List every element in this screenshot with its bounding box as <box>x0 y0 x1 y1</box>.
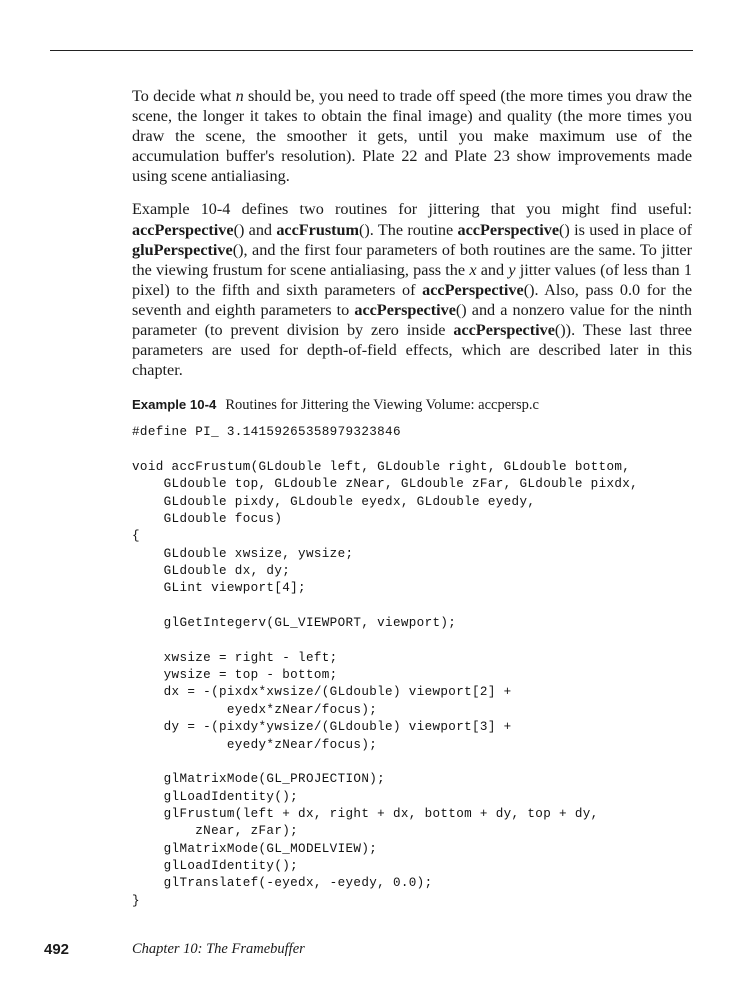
example-label: Example 10-4 <box>132 397 217 413</box>
function-name: accPerspective <box>422 280 524 299</box>
header-rule <box>50 50 693 51</box>
page-number: 492 <box>44 941 70 958</box>
page-footer <box>44 941 684 963</box>
page-content <box>132 86 692 910</box>
text-run: To decide what <box>132 87 236 105</box>
text-run: (). Also, pass 0.0 for the seventh and eighth parameters to <box>132 280 692 319</box>
text-run: () and <box>233 220 277 239</box>
function-name: accPerspective <box>453 321 555 340</box>
text-run: (). The routine <box>359 220 458 239</box>
function-name: accPerspective <box>354 300 456 319</box>
function-name: accPerspective <box>457 220 560 239</box>
text-run: () and a nonzero value for the ninth parameter (to prevent division by zero inside <box>132 300 692 340</box>
text-run: and <box>476 260 509 279</box>
body-paragraph-2 <box>132 199 692 380</box>
function-name: gluPerspective <box>132 240 233 259</box>
italic-term: x <box>469 260 477 279</box>
example-title: Routines for Jittering the Viewing Volume: accpersp.c <box>225 397 539 414</box>
text-run: should be, you need to trade off speed (the more times you draw the scene, the longer it takes to obtain the final image) and quality (the more times you draw the scene, the smoother it gets, until you make maximum use of the accumulation buffer's resolution). Plate 22 and Plate 23 show improvements made using scene antialiasing. <box>132 87 692 186</box>
example-caption <box>132 396 692 415</box>
body-paragraph-1 <box>132 86 692 186</box>
function-name: accFrustum <box>276 220 360 239</box>
code-listing: #define PI_ 3.14159265358979323846 void accFrustum(GLdouble left, GLdouble right, GLdouble bottom, GLdouble top, GLdouble zNear, GLdouble zFar, GLdouble pixdx, GLdouble pixdy, GLdouble eyedx, GLdouble eyedy, GLdouble focus) { GLdouble xwsize, ywsize; GLdouble dx, dy; GLint viewport[4]; glGetIntegerv(GL_VIEWPORT, viewport); xwsize = right - left; ywsize = top - bottom; dx = -(pixdx*xwsize/(GLdouble) viewport[2] + eyedx*zNear/focus); dy = -(pixdy*ywsize/(GLdouble) viewport[3] + eyedy*zNear/focus); glMatrixMode(GL_PROJECTION); glLoadIdentity(); glFrustum(left + dx, right + dx, bottom + dy, top + dy, zNear, zFar); glMatrixMode(GL_MODELVIEW); glLoadIdentity(); glTranslatef(-eyedx, -eyedy, 0.0); } <box>132 425 639 908</box>
function-name: accPerspective <box>132 220 234 239</box>
text-run: ()). These last three parameters are used for depth-of-field effects, which are described later in this chapter. <box>132 321 692 380</box>
italic-term: n <box>235 87 244 105</box>
text-run: Example 10-4 defines two routines for jittering that you might find useful: <box>132 200 692 219</box>
text-run: () is used in place of <box>559 220 692 239</box>
running-footer-title: Chapter 10: The Framebuffer <box>132 941 305 957</box>
text-run: jitter values (of less than 1 pixel) to the fifth and sixth parameters of <box>132 260 692 299</box>
italic-term: y <box>508 260 516 279</box>
text-run: (), and the first four parameters of both routines are the same. To jitter the viewing frustum for scene antialiasing, pass the <box>132 240 692 279</box>
